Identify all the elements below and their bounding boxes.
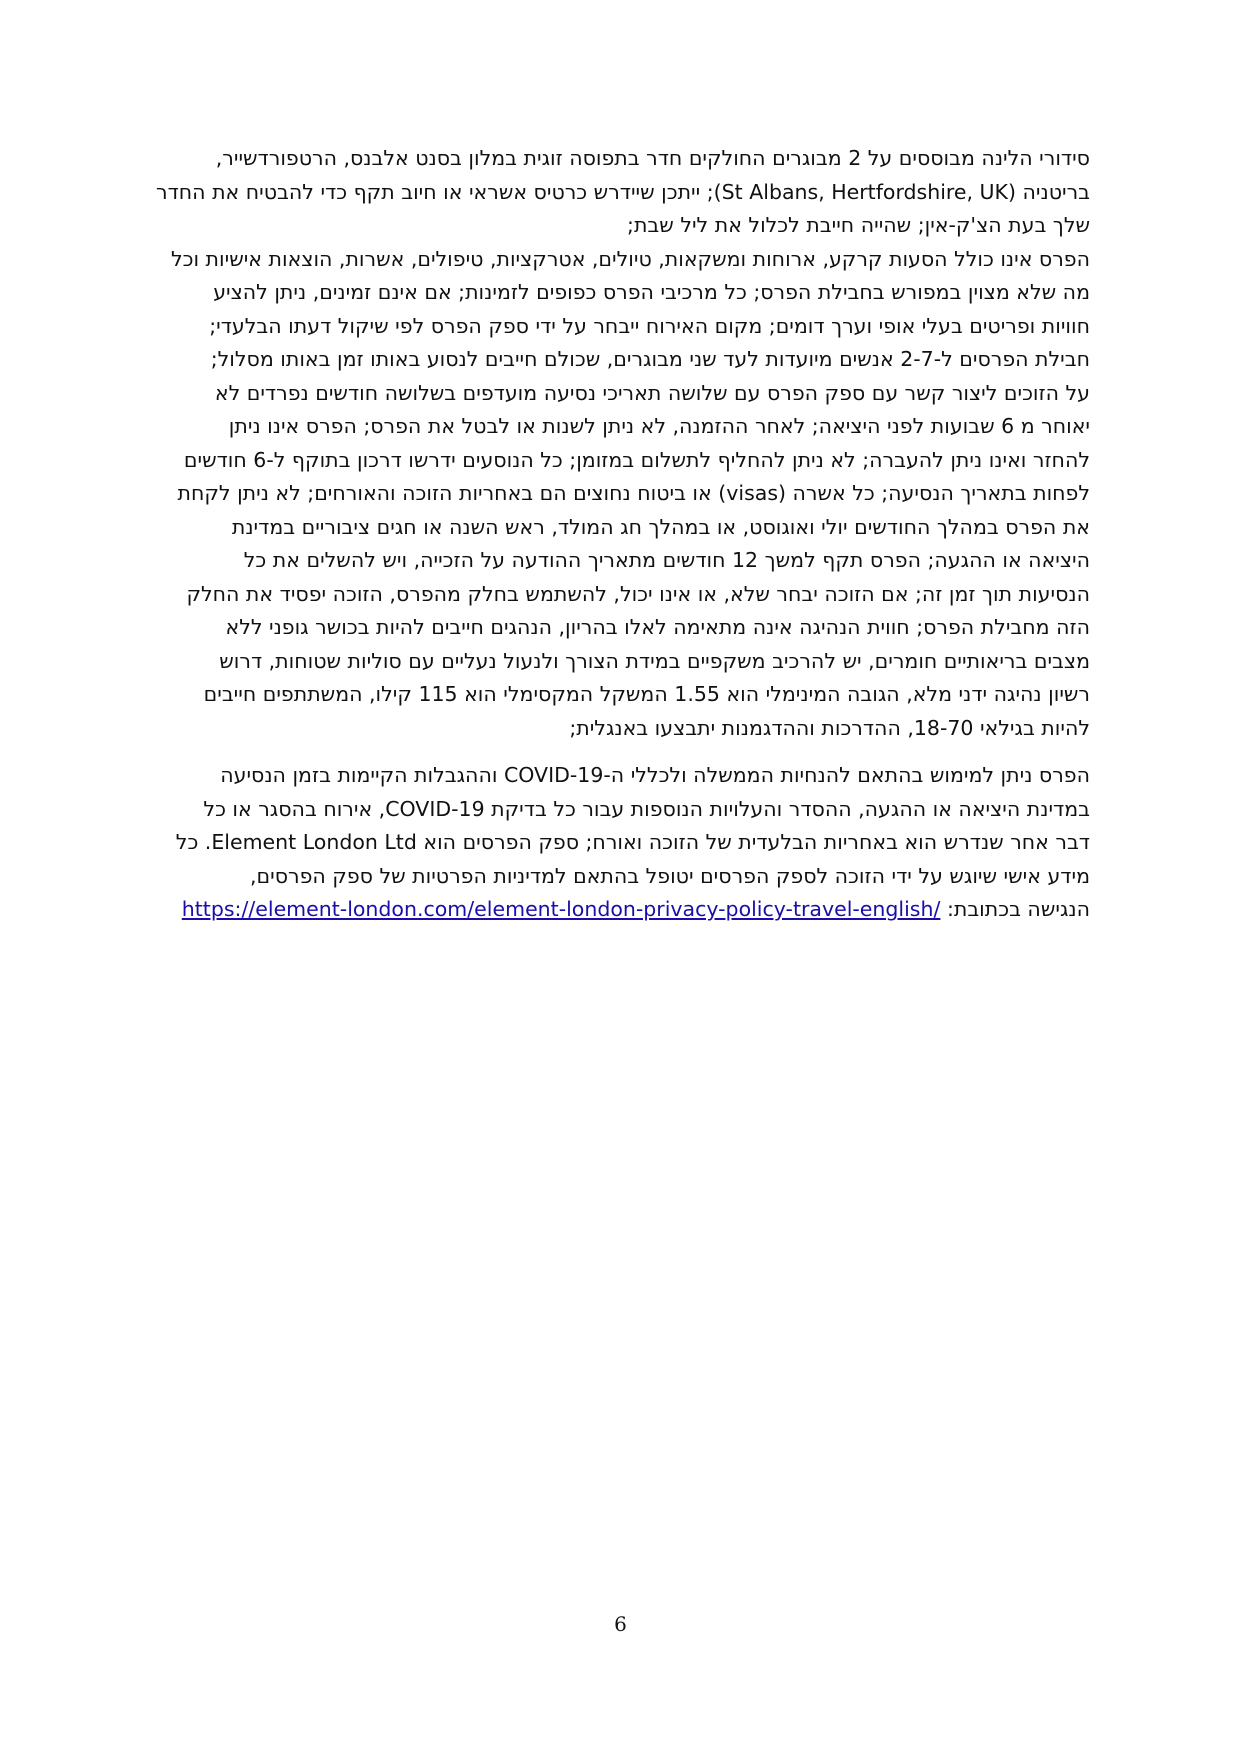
- text-line: מה שלא מצוין במפורש בחבילת הפרס; כל מרכיבי הפרס כפופים לזמינות; אם אינם זמינים, ניתן להציע: [213, 280, 1090, 304]
- text-line: הפרס ניתן למימוש בהתאם להנחיות הממשלה ולכללי ה-COVID-19 וההגבלות הקיימות בזמן הנסיעה: [220, 763, 1090, 787]
- text-line: מידע אישי שיוגש על ידי הזוכה לספק הפרסים יטופל בהתאם למדיניות הפרטיות של ספק הפרסים,: [250, 863, 1090, 888]
- text-line-with-link: [108, 893, 1090, 927]
- text-line: רשיון נהיגה ידני מלא, הגובה המינימלי הוא 1.55 המשקל המקסימלי הוא 115 קילו, המשתתפים חייבים: [203, 682, 1090, 706]
- text-line: יאוחר מ 6 שבועות לפני היציאה; לאחר ההזמנה, לא ניתן לשנות או לבטל את הפרס; הפרס אינו ניתן: [228, 414, 1090, 438]
- text-line: על הזוכים ליצור קשר עם ספק הפרס עם שלושה תאריכי נסיעה מועדפים בשלושה חודשים נפרדים לא: [214, 380, 1090, 405]
- text-line: בריטניה (St Albans, Hertfordshire, UK); ייתכן שיידרש כרטיס אשראי או חיוב תקף כדי להבטיח את החדר: [156, 179, 1090, 204]
- text-line: היציאה או ההגעה; הפרס תקף למשך 12 חודשים מתאריך ההודעה על הזכייה, ויש להשלים את כל: [243, 548, 1090, 572]
- privacy-policy-link[interactable]: https://element-london.com/element-london-privacy-policy-travel-english/: [181, 897, 941, 921]
- paragraph-covid-privacy: [108, 759, 1090, 927]
- text-line: במדינת היציאה או ההגעה, ההסדר והעלויות הנוספות עבור כל בדיקת COVID-19, אירוח בהסגר או כל: [203, 796, 1090, 821]
- text-line: הפרס אינו כולל הסעות קרקע, ארוחות ומשקאות, טיולים, אטרקציות, טיפולים, אשרות, הוצאות אישיות וכל: [170, 246, 1090, 271]
- text-line: לפחות בתאריך הנסיעה; כל אשרה (visas) או ביטוח נחוצים הם באחריות הזוכה והאורחים; לא ניתן לקחת: [177, 481, 1090, 505]
- text-line: דבר אחר שנדרש הוא באחריות הבלעדית של הזוכה ואורח; ספק הפרסים הוא Element London Ltd. כל: [175, 830, 1090, 854]
- page-number: 6: [614, 1612, 627, 1636]
- paragraph-prize-terms: [108, 243, 1090, 746]
- text-line: מצבים בריאותיים חומרים, יש להרכיב משקפיים במידת הצורך ולנעול נעליים עם סוליות שטוחות, דרוש: [219, 648, 1090, 673]
- text-line: חבילת הפרסים ל-2-7 אנשים מיועדות לעד שני מבוגרים, שכולם חייבים לנסוע באותו זמן באותו מסלול;: [210, 347, 1090, 371]
- paragraph-accommodation: [108, 142, 1090, 243]
- text-line: להחזר ואינו ניתן להעברה; לא ניתן להחליף לתשלום במזומן; כל הנוסעים ידרשו דרכון בתוקף ל-6 חודשים: [183, 447, 1090, 472]
- document-body: [108, 142, 1090, 927]
- text-line: את הפרס במהלך החודשים יולי ואוגוסט, או במהלך חג המולד, ראש השנה או חגים ציבוריים במדינת: [231, 514, 1090, 539]
- text-line: הנסיעות תוך זמן זה; אם הזוכה יבחר שלא, או אינו יכול, להשתמש בחלק מהפרס, הזוכה יפסיד את החלק: [186, 581, 1090, 606]
- text-line: הזה מחבילת הפרס; חווית הנהיגה אינה מתאימה לאלו בהריון, הנהגים חייבים להיות בכושר גופני ללא: [225, 615, 1090, 639]
- text-line: להיות בגילאי 18-70, ההדרכות וההדגמנות יתבצעו באנגלית;: [569, 715, 1090, 740]
- text-line: חוויות ופריטים בעלי אופי וערך דומים; מקום האירוח ייבחר על ידי ספק הפרס לפי שיקול דעתו הבלעדי;: [209, 313, 1090, 338]
- text-line: סידורי הלינה מבוססים על 2 מבוגרים החולקים חדר בתפוסה זוגית במלון בסנט אלבנס, הרטפורדשייר,: [215, 146, 1090, 170]
- text-line: שלך בעת הצ'ק-אין; שהייה חייבת לכלול את ליל שבת;: [627, 213, 1090, 237]
- privacy-address-label: הנגישה בכתובת:: [946, 897, 1090, 921]
